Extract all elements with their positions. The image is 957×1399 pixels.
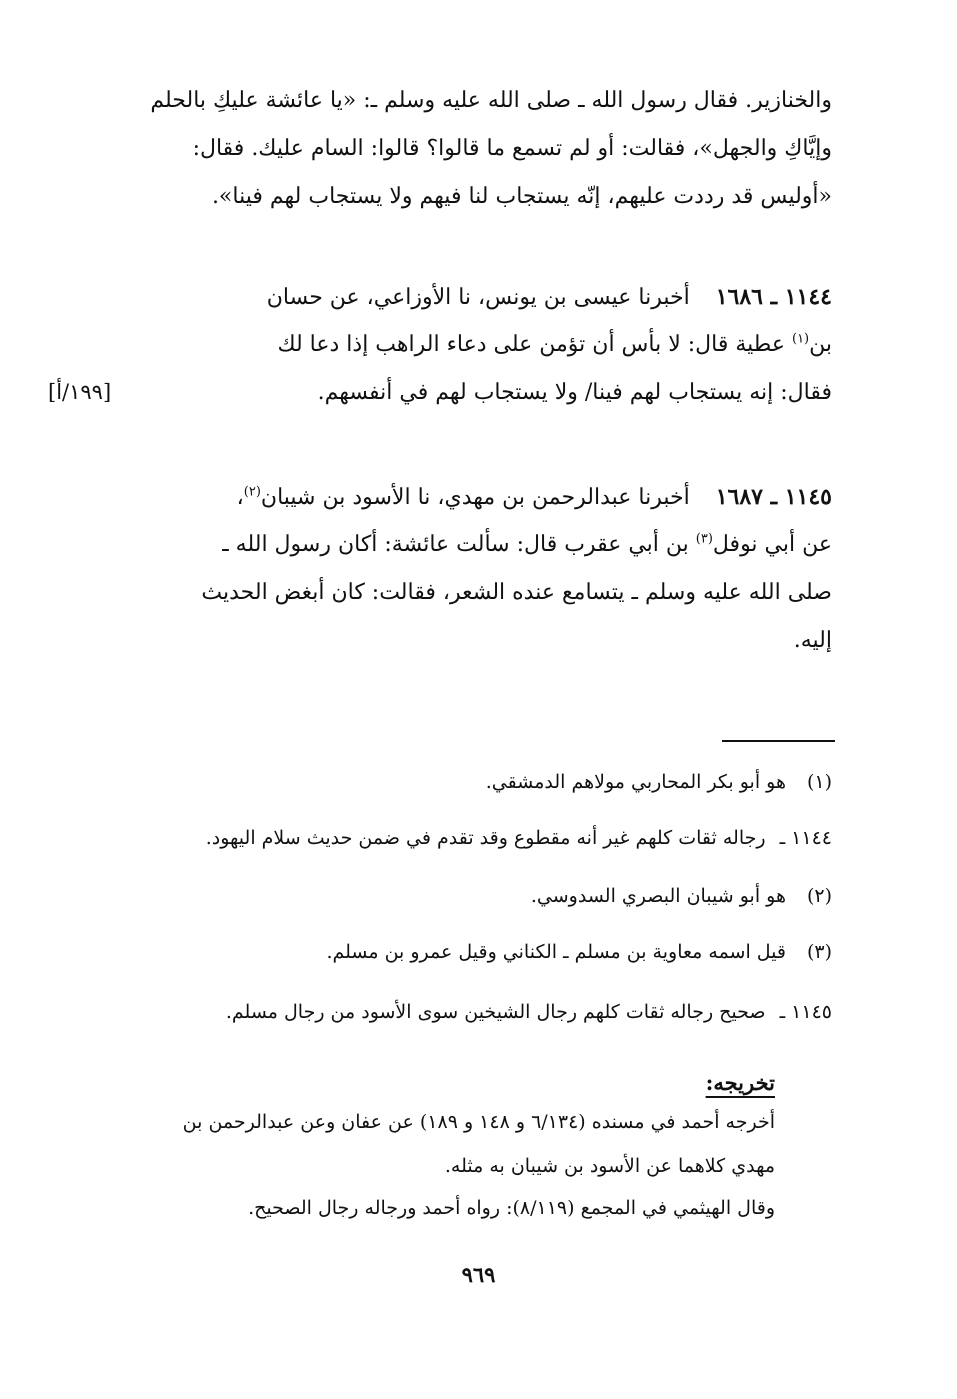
footnote: [206, 824, 832, 852]
takhrij-heading: تخريجه:: [705, 1070, 775, 1095]
text-line: مهدي كلاهما عن الأسود بن شيبان به مثله.: [444, 1155, 775, 1177]
manuscript-folio-ref: [١٩٩/أ]: [48, 380, 112, 404]
footnote-marker: (٢): [243, 484, 261, 500]
footnote-label: (٢): [806, 885, 832, 907]
footnote-marker: (٣): [695, 531, 713, 547]
footnote: [486, 768, 832, 796]
footnote-text: هو أبو شيبان البصري السدوسي.: [530, 885, 786, 907]
text-line: [222, 530, 832, 560]
hadith-text: أخبرنا عيسى بن يونس، نا الأوزاعي، عن حسان: [266, 285, 690, 310]
footnote: [326, 938, 832, 966]
footnote-label: (٣): [806, 941, 832, 963]
hadith-text: عن أبي نوفل: [712, 532, 832, 557]
text-line: وإيَّاكِ والجهل»، فقالت: أو لم تسمع ما قالوا؟ قالوا: السام عليك. فقال:: [192, 136, 832, 161]
footnote-label: ١١٤٥ ـ: [779, 1001, 832, 1023]
footnote-label: ١١٤٤ ـ: [779, 827, 832, 849]
text-line: «أوليس قد رددت عليهم، إنّه يستجاب لنا فيهم ولا يستجاب لهم فينا».: [211, 184, 832, 209]
text-line: والخنازير. فقال رسول الله ـ صلى الله عليه وسلم ـ: «يا عائشة عليكِ بالحلم: [150, 88, 832, 113]
hadith-text: عطية قال: لا بأس أن تؤمن على دعاء الراهب إذا دعا لك: [277, 332, 792, 357]
text-line: [237, 482, 832, 513]
hadith-number: ١١٤٤ ـ ١٦٨٦: [715, 284, 832, 310]
hadith-text: بن: [809, 332, 832, 357]
hadith-text: بن أبي عقرب قال: سألت عائشة: أكان رسول الله ـ: [222, 532, 696, 557]
text-line: أخرجه أحمد في مسنده (٦/١٣٤ و ١٤٨ و ١٨٩) عن عفان وعن عبدالرحمن بن: [182, 1111, 775, 1133]
hadith-number: ١١٤٥ ـ ١٦٨٧: [715, 484, 832, 510]
footnote-text: صحيح رجاله ثقات كلهم رجال الشيخين سوى الأسود من رجال مسلم.: [225, 1001, 766, 1023]
footnote-text: قيل اسمه معاوية بن مسلم ـ الكناني وقيل عمرو بن مسلم.: [326, 941, 786, 963]
footnote-marker: (١): [791, 331, 810, 347]
text-line: صلى الله عليه وسلم ـ يتسامع عنده الشعر، فقالت: كان أبغض الحديث: [201, 580, 832, 605]
hadith-text: ،: [236, 485, 244, 510]
text-line: إليه.: [793, 628, 832, 653]
footnote: [531, 882, 832, 910]
text-line: وقال الهيثمي في المجمع (٨/١١٩): رواه أحمد ورجاله رجال الصحيح.: [248, 1197, 775, 1219]
footnote-text: هو أبو بكر المحاربي مولاهم الدمشقي.: [485, 771, 786, 793]
footnote: [226, 998, 832, 1026]
text-line: [267, 282, 832, 313]
text-line: فقال: إنه يستجاب لهم فينا/ ولا يستجاب لهم في أنفسهم.: [317, 380, 832, 405]
hadith-text: أخبرنا عبدالرحمن بن مهدي، نا الأسود بن شيبان: [260, 485, 690, 510]
footnote-label: (١): [806, 771, 832, 793]
footnote-text: رجاله ثقات كلهم غير أنه مقطوع وقد تقدم في ضمن حديث سلام اليهود.: [205, 827, 766, 849]
page-number: ٩٦٩: [461, 1262, 496, 1287]
text-line: [277, 330, 832, 360]
footnote-separator: [722, 740, 835, 742]
